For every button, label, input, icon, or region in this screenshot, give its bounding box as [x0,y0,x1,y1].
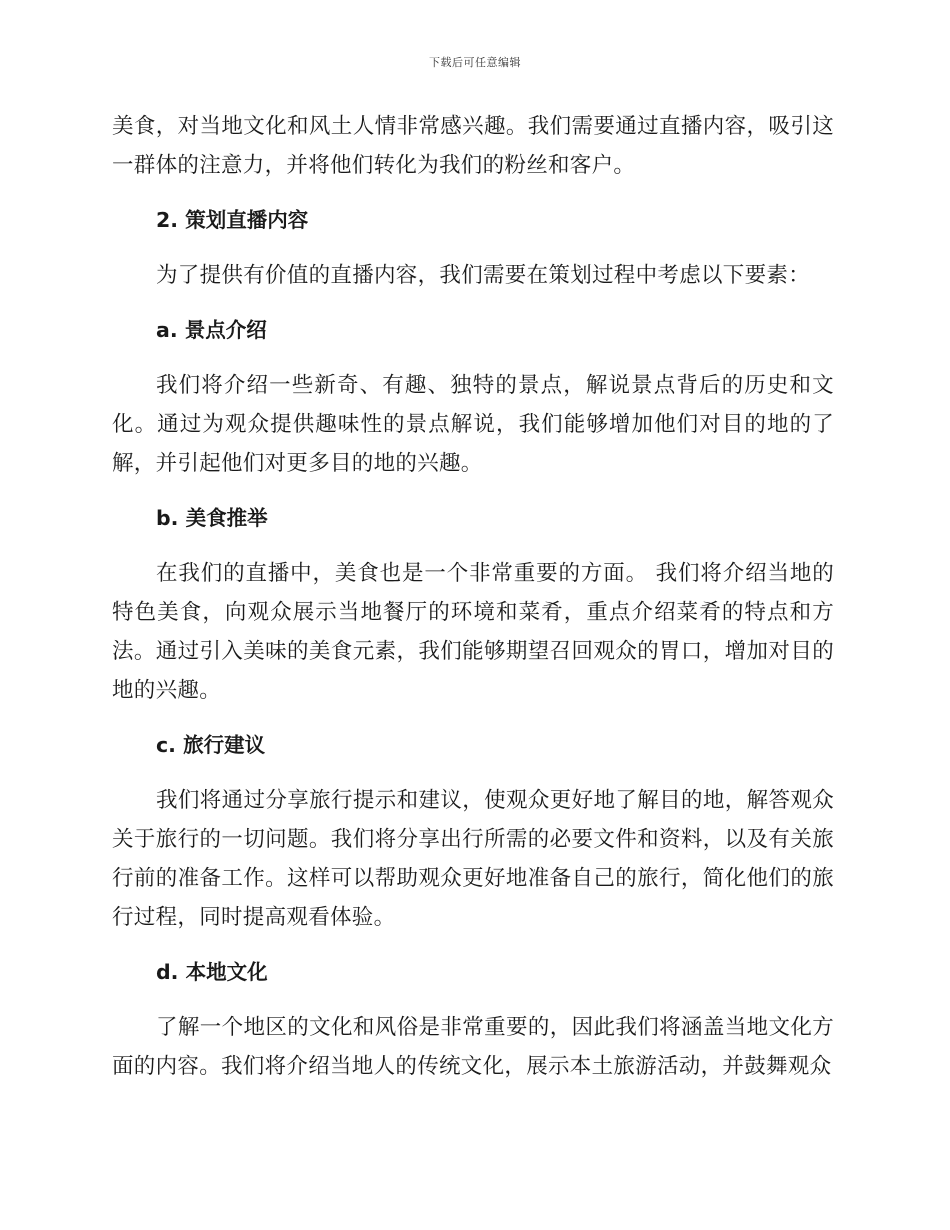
section-heading-plan: 2. 策划直播内容 [156,208,309,232]
subheading-d: d. 本地文化 [156,960,268,984]
page-header-note: 下载后可任意编辑 [429,56,521,69]
document-body [112,107,834,1086]
subheading-b: b. 美食推举 [156,506,268,530]
paragraph-b: 在我们的直播中，美食也是一个非常重要的方面。 我们将介绍当地的特色美食，向观众展示当地餐厅的环境和菜肴，重点介绍菜肴的特点和方法。通过引入美味的美食元素，我们能够期望召回观众的胃口，增加对目的地的兴趣。 [112,561,834,703]
paragraph-a: 我们将介绍一些新奇、有趣、独特的景点，解说景点背后的历史和文化。通过为观众提供趣味性的景点解说，我们能够增加他们对目的地的了解，并引起他们对更多目的地的兴趣。 [112,373,834,476]
paragraph-c: 我们将通过分享旅行提示和建议，使观众更好地了解目的地，解答观众关于旅行的一切问题。我们将分享出行所需的必要文件和资料，以及有关旅行前的准备工作。这样可以帮助观众更好地准备自己的旅行，简化他们的旅行过程，同时提高观看体验。 [112,788,834,930]
paragraph-d: 了解一个地区的文化和风俗是非常重要的，因此我们将涵盖当地文化方面的内容。我们将介绍当地人的传统文化，展示本土旅游活动，并鼓舞观众 [112,1015,834,1079]
paragraph-plan-intro: 为了提供有价值的直播内容，我们需要在策划过程中考虑以下要素： [156,263,811,288]
subheading-c: c. 旅行建议 [156,733,266,757]
paragraph-continued: 美食，对当地文化和风土人情非常感兴趣。我们需要通过直播内容，吸引这一群体的注意力，并将他们转化为我们的粉丝和客户。 [112,114,834,178]
subheading-a: a. 景点介绍 [156,318,267,342]
